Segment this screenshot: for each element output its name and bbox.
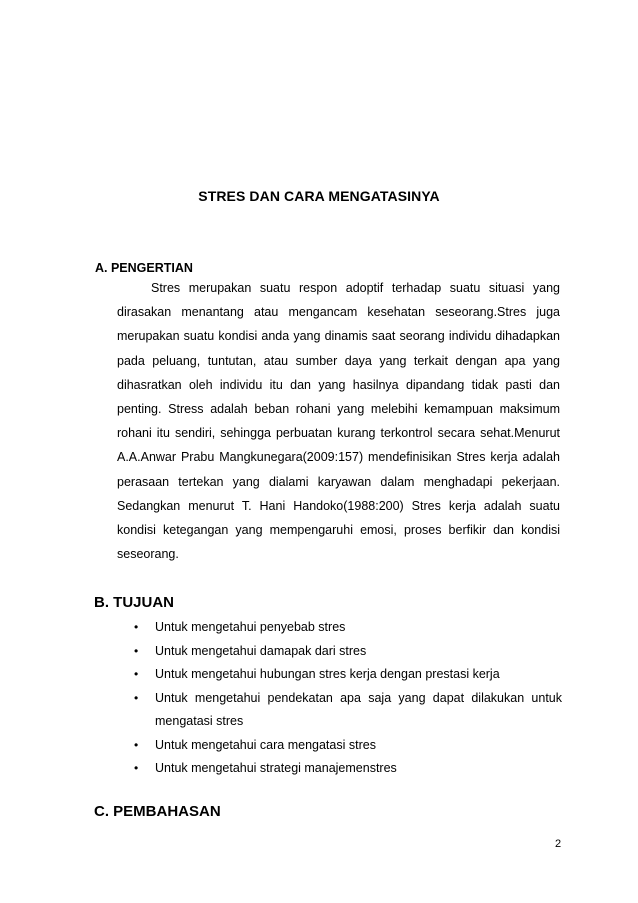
- section-c-heading: C. PEMBAHASAN: [94, 803, 221, 820]
- list-item-text: Untuk mengetahui hubungan stres kerja dengan prestasi kerja: [155, 667, 500, 681]
- bullet-icon: •: [134, 761, 139, 775]
- bullet-icon: •: [134, 690, 139, 705]
- section-a-heading: A. PENGERTIAN: [95, 261, 193, 275]
- list-item: [0, 640, 562, 664]
- list-item-text: Untuk mengetahui pendekatan apa saja yang dapat dilakukan untuk mengatasi stres: [155, 690, 562, 728]
- bullet-icon: •: [134, 667, 139, 681]
- section-b-heading: B. TUJUAN: [94, 594, 175, 611]
- list-item: [0, 687, 562, 734]
- page-number: 2: [555, 838, 562, 850]
- tujuan-list: [0, 616, 638, 781]
- document-title: STRES DAN CARA MENGATASINYA: [198, 188, 440, 204]
- bullet-icon: •: [134, 620, 139, 634]
- bullet-icon: •: [134, 737, 139, 752]
- bullet-icon: •: [134, 643, 139, 658]
- list-item-text: Untuk mengetahui strategi manajemenstres: [155, 761, 397, 775]
- list-item: [0, 757, 562, 781]
- section-a-paragraph: Stres merupakan suatu respon adoptif terhadap suatu situasi yang dirasakan menantang atau mengancam kesehatan seseorang.Stres juga merupakan suatu kondisi anda yang dinamis saat seorang individu dihadapkan pada peluang, tuntutan, atau sumber daya yang terkait dengan apa yang dihasratkan oleh individu itu dan yang hasilnya dipandang tidak pasti dan penting. Stress adalah beban rohani yang melebihi kemampuan maksimum rohani itu sendiri, sehingga perbuatan kurang terkontrol secara sehat.Menurut A.A.Anwar Prabu Mangkunegara(2009:157) mendefinisikan Stres kerja adalah perasaan tertekan yang dialami karyawan dalam menghadapi pekerjaan. Sedangkan menurut T. Hani Handoko(1988:200) Stres kerja adalah suatu kondisi ketegangan yang mempengaruhi emosi, proses berfikir dan kondisi seseorang.: [117, 281, 560, 562]
- list-item: [0, 663, 562, 687]
- list-item-text: Untuk mengetahui damapak dari stres: [155, 643, 367, 658]
- list-item: [0, 734, 562, 758]
- list-item-text: Untuk mengetahui penyebab stres: [155, 620, 346, 634]
- list-item: [0, 616, 562, 640]
- list-item-text: Untuk mengetahui cara mengatasi stres: [155, 737, 376, 752]
